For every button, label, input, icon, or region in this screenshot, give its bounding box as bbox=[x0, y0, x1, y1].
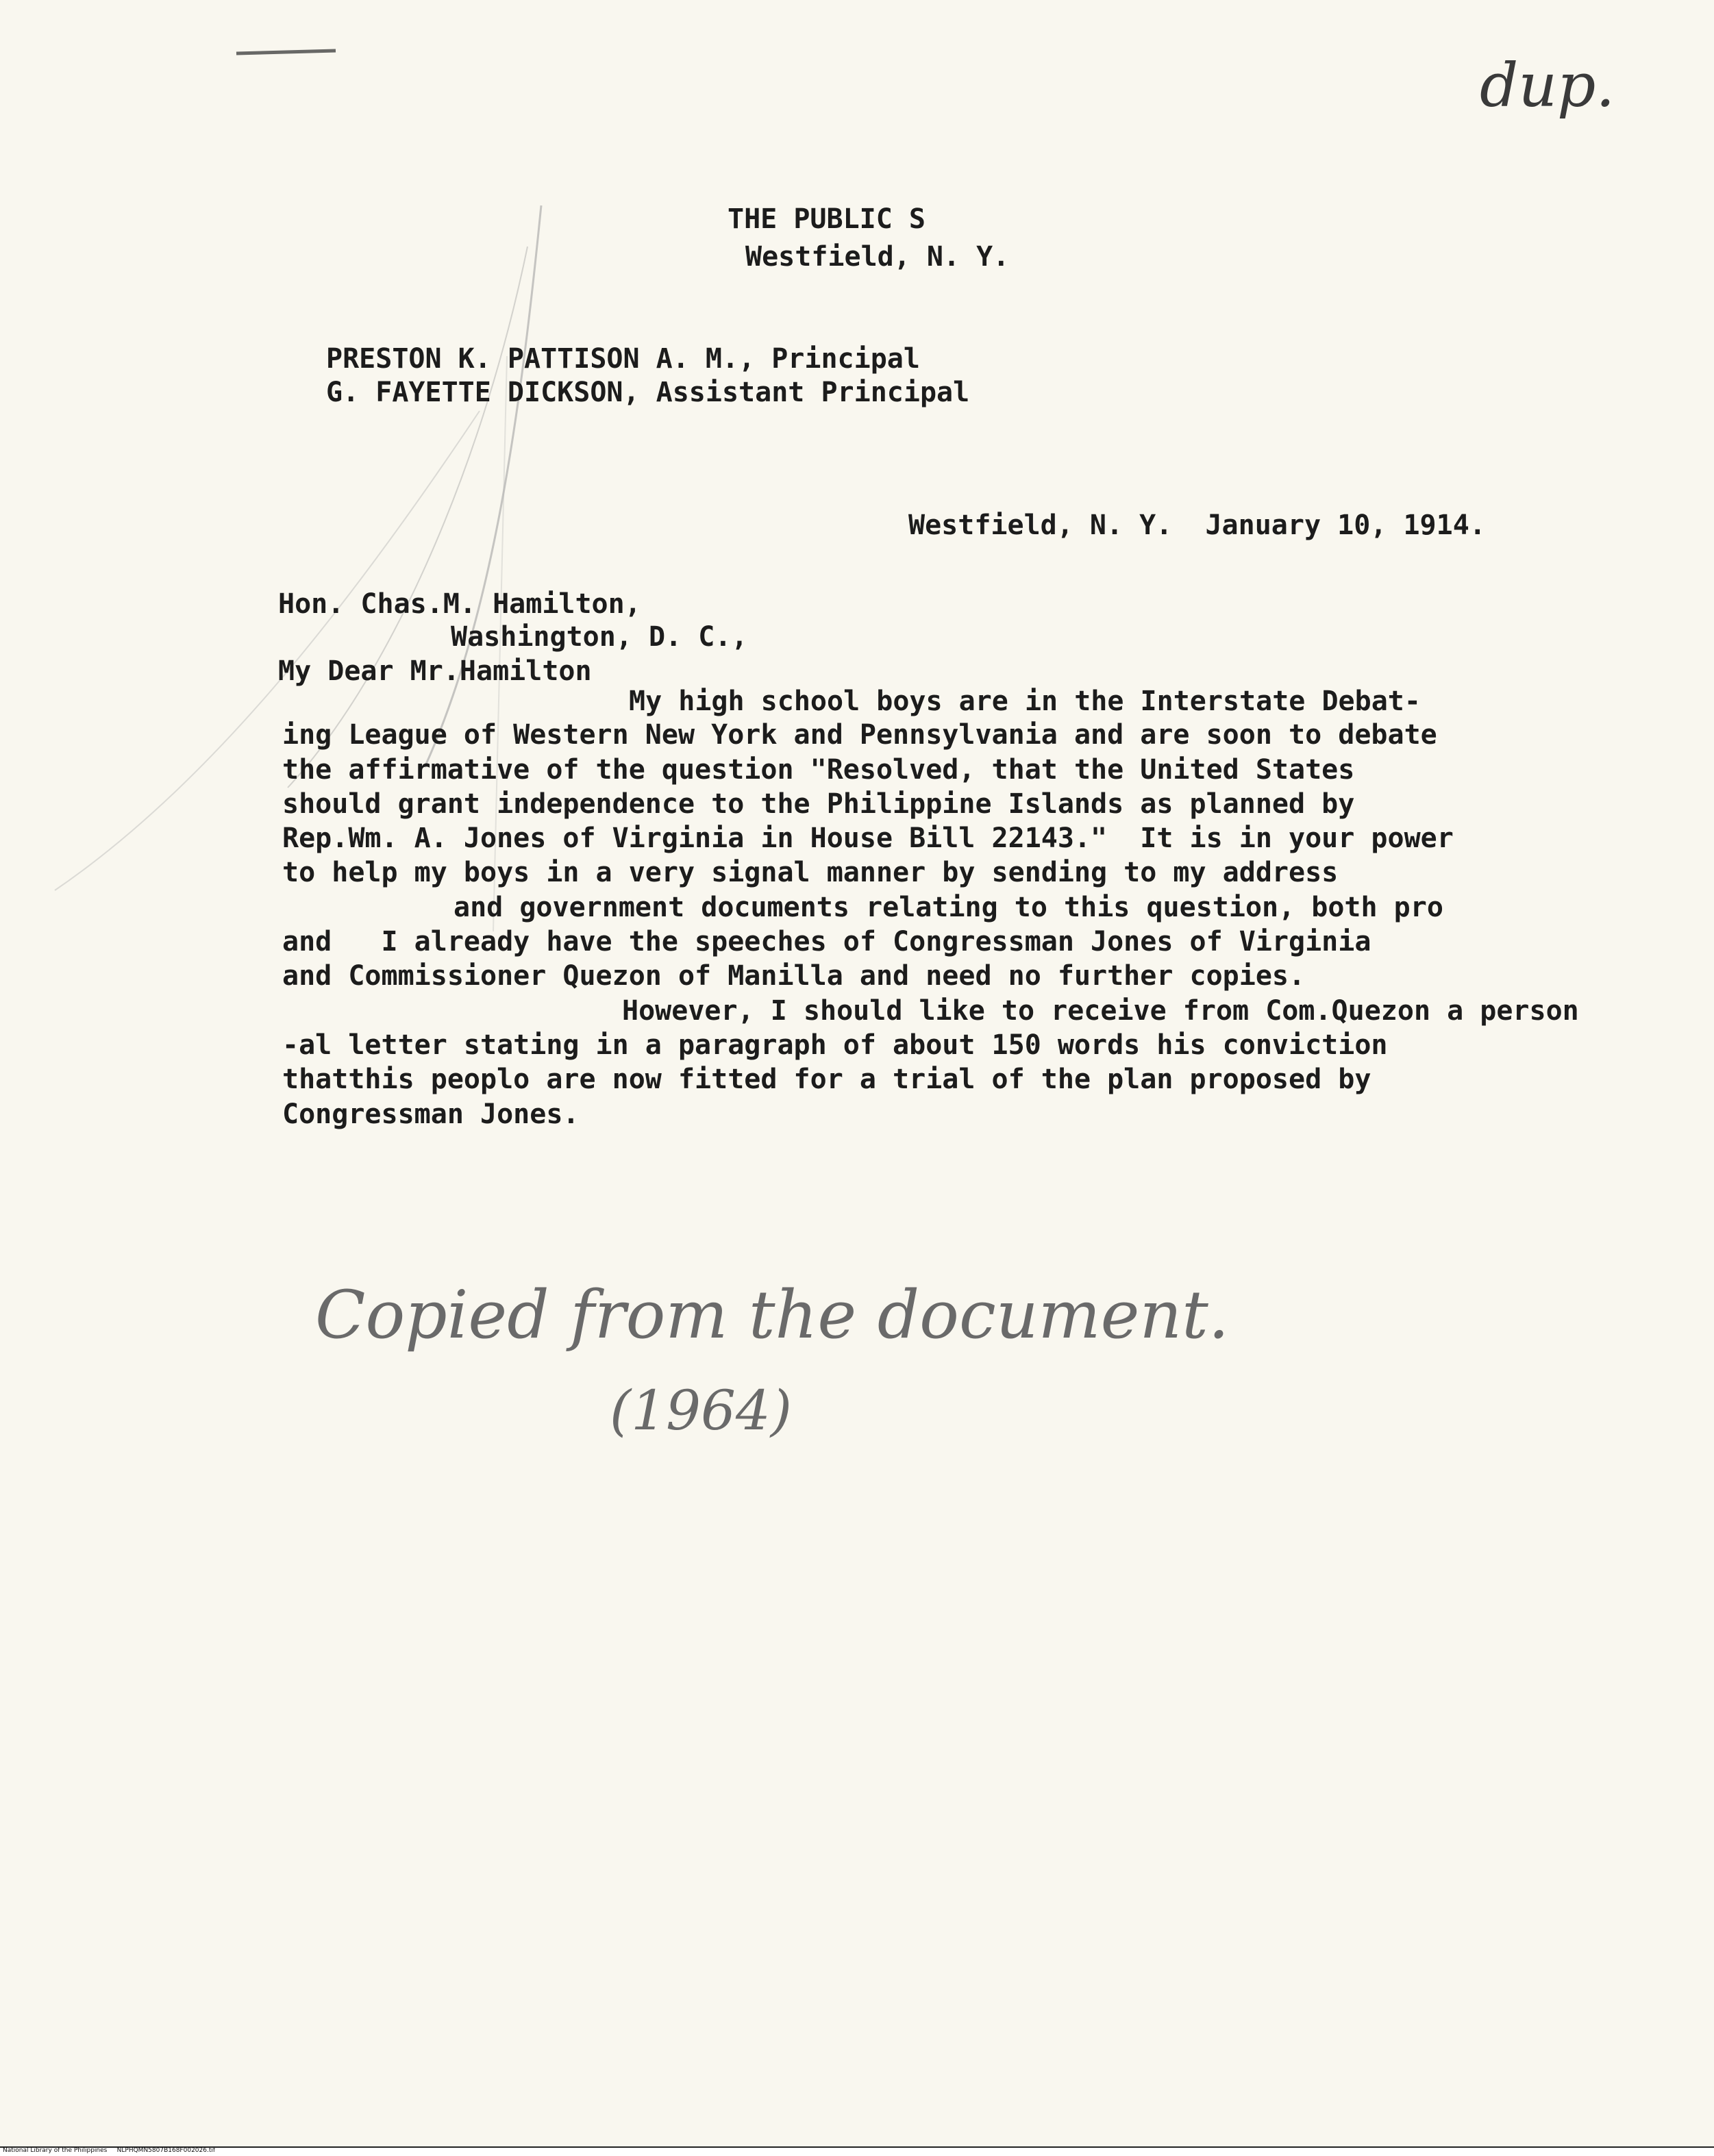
body-line-8: and I already have the speeches of Congressman Jones of Virginia bbox=[282, 926, 1371, 957]
archive-footer-strip bbox=[0, 2146, 1714, 2156]
recipient-address: Washington, D. C., bbox=[451, 621, 748, 653]
handwritten-note: Copied from the document. bbox=[315, 1277, 1230, 1353]
date-line: Westfield, N. Y. January 10, 1914. bbox=[908, 510, 1486, 541]
body-line-3: the affirmative of the question "Resolved, that the United States bbox=[282, 754, 1355, 786]
assistant-principal-line: G. FAYETTE DICKSON, Assistant Principal bbox=[326, 377, 970, 408]
recipient-name: Hon. Chas.M. Hamilton, bbox=[278, 588, 641, 620]
body-line-2: ing League of Western New York and Pennsylvania and are soon to debate bbox=[282, 719, 1437, 751]
body-line-5: Rep.Wm. A. Jones of Virginia in House Bill 22143." It is in your power bbox=[282, 823, 1454, 854]
body-line-4: should grant independence to the Philippine Islands as planned by bbox=[282, 788, 1355, 820]
handwritten-year: (1964) bbox=[610, 1379, 793, 1442]
school-location: Westfield, N. Y. bbox=[745, 241, 1010, 273]
body-line-11: -al letter stating in a paragraph of about 150 words his conviction bbox=[282, 1029, 1388, 1061]
body-line-9: and Commissioner Quezon of Manilla and need no further copies. bbox=[282, 960, 1306, 992]
archive-footer-label: National Library of the Philippines NLPHQMN5807B168F002026.tif bbox=[3, 2147, 216, 2154]
body-line-13: Congressman Jones. bbox=[282, 1099, 580, 1130]
handwritten-dup: dup. bbox=[1480, 50, 1615, 121]
principal-line: PRESTON K. PATTISON A. M., Principal bbox=[326, 343, 920, 375]
salutation: My Dear Mr.Hamilton bbox=[278, 655, 592, 687]
body-line-6: to help my boys in a very signal manner by sending to my address bbox=[282, 857, 1339, 888]
school-name: THE PUBLIC S bbox=[728, 203, 926, 235]
body-line-7: and government documents relating to this question, both pro bbox=[454, 892, 1443, 923]
body-line-10: However, I should like to receive from Com.Quezon a person bbox=[622, 995, 1579, 1027]
body-line-1: My high school boys are in the Interstate Debat- bbox=[629, 686, 1421, 717]
body-line-12: thatthis peoplo are now fitted for a trial of the plan proposed by bbox=[282, 1064, 1371, 1095]
